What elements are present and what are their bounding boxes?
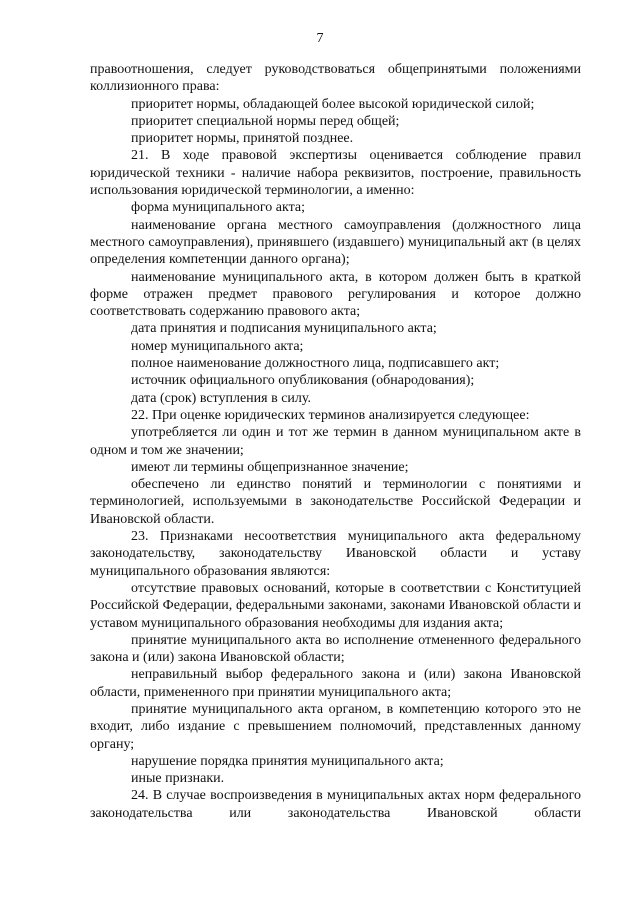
paragraph: правоотношения, следует руководствоваться общепринятыми положениями коллизионного права: bbox=[90, 62, 581, 95]
list-item: приоритет нормы, принятой позднее. bbox=[131, 131, 354, 147]
page-number: 7 bbox=[316, 31, 324, 46]
list-item: отсутствие правовых оснований, которые в соответствии с Конституцией Российской Федерации, федеральными законами, законами Ивановской области и уставом муниципального образования необходимы для издания акта; bbox=[90, 580, 581, 631]
list-item: имеют ли термины общепризнанное значение; bbox=[131, 459, 409, 475]
list-item: приоритет нормы, обладающей более высокой юридической силой; bbox=[131, 96, 535, 112]
list-item: иные признаки. bbox=[131, 771, 225, 787]
list-item: принятие муниципального акта органом, в компетенцию которого это не входит, либо издание с превышением полномочий, представленных данному органу; bbox=[90, 701, 581, 752]
list-item: форма муниципального акта; bbox=[131, 200, 305, 216]
list-item: обеспечено ли единство понятий и терминологии с понятиями и терминологией, используемыми в законодательстве Российской Федерации и Ивановской области. bbox=[90, 477, 581, 527]
list-item: наименование органа местного самоуправления (должностного лица местного самоуправления), принявшего (издавшего) муниципальный акт (в целях определения компетенции данного органа); bbox=[90, 217, 581, 268]
list-item: нарушение порядка принятия муниципального акта; bbox=[131, 753, 444, 769]
list-item: принятие муниципального акта во исполнение отмененного федерального закона и (или) закона Ивановской области; bbox=[90, 632, 581, 666]
list-item: приоритет специальной нормы перед общей; bbox=[131, 113, 400, 129]
list-item: неправильный выбор федерального закона и (или) закона Ивановской области, примененного при принятии муниципального акта; bbox=[90, 667, 581, 700]
section-24: 24. В случае воспроизведения в муниципальных актах норм федерального законодательства или законодательства Ивановской области bbox=[90, 788, 581, 821]
section-22: 22. При оценке юридических терминов анализируется следующее: bbox=[131, 407, 530, 423]
list-item: дата (срок) вступления в силу. bbox=[131, 390, 312, 406]
section-23: 23. Признаками несоответствия муниципального акта федеральному законодательству, законодательству Ивановской области и уставу муниципального образования являются: bbox=[90, 529, 581, 579]
list-item: источник официального опубликования (обнародования); bbox=[131, 373, 475, 389]
list-item: полное наименование должностного лица, подписавшего акт; bbox=[131, 356, 500, 372]
document-body bbox=[90, 61, 581, 822]
list-item: номер муниципального акта; bbox=[131, 338, 304, 354]
list-item: употребляется ли один и тот же термин в данном муниципальном акте в одном и том же значении; bbox=[90, 425, 581, 458]
list-item: наименование муниципального акта, в котором должен быть в краткой форме отражен предмет правового регулирования и которое должно соответствовать содержанию правового акта; bbox=[90, 269, 581, 320]
list-item: дата принятия и подписания муниципального акта; bbox=[131, 321, 437, 337]
section-21: 21. В ходе правовой экспертизы оценивается соблюдение правил юридической техники - наличие набора реквизитов, построение, правильность использования юридической терминологии, а именно: bbox=[90, 148, 581, 199]
